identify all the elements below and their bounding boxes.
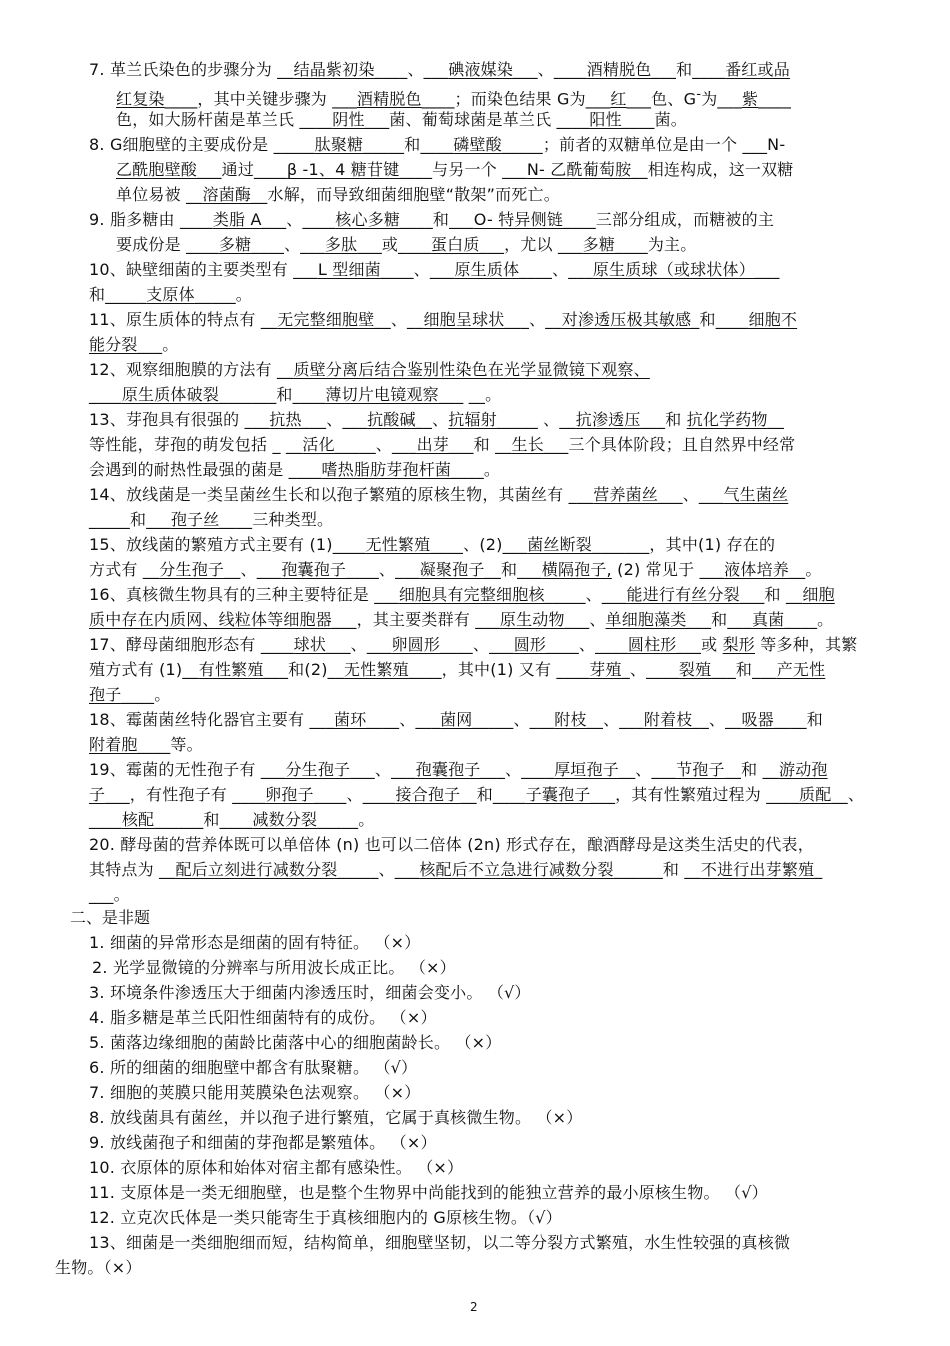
true-false-item: 1. 细菌的异常形态是细菌的固有特征。 （×） <box>89 933 421 952</box>
fill-line: 11、原生质体的特点有 __无完整细胞壁__、__细胞呈球状___、__对渗透压极其敏感_和____细胞不 <box>89 310 798 329</box>
true-false-item: 10. 衣原体的原体和始体对宿主都有感染性。 （×） <box>89 1158 464 1177</box>
true-false-item: 6. 所的细菌的细胞壁中都含有肽聚糖。 （√） <box>89 1058 418 1077</box>
fill-line: 单位易被 __溶菌酶__水解，而导致细菌细胞壁“散架”而死亡。 <box>116 185 560 204</box>
fill-line: 孢子____。 <box>89 685 171 704</box>
fill-line: 20. 酵母菌的营养体既可以单倍体 (n) 也可以二倍体 (2n) 形式存在，酿酒酵母是这类生活史的代表， <box>89 835 814 854</box>
true-false-item: 12. 立克次氏体是一类只能寄生于真核细胞内的 G原核生物。（√） <box>89 1208 562 1227</box>
fill-line: 10、缺壁细菌的主要类型有 ___L 型细菌____、___原生质体____、___原生质球（或球状体）___ <box>89 260 780 279</box>
fill-line: 要成份是 ____多糖____、___多肽___或____蛋白质___，尤以 ___多糖____为主。 <box>116 235 697 254</box>
page-number: 2 <box>470 1300 478 1314</box>
true-false-item: 2. 光学显微镜的分辨率与所用波长成正比。 （×） <box>92 958 456 977</box>
fill-line: 其特点为 __配后立刻进行减数分裂_____、___核配后不立急进行减数分裂______和 __不进行出芽繁殖_ <box>89 860 823 879</box>
fill-line: ____核配______和____减数分裂_____。 <box>89 810 375 829</box>
section-title: 二、是非题 <box>70 908 151 927</box>
fill-line: 18、霉菌菌丝特化器官主要有 ___菌环____、___菌网_____、___附枝__、___附着枝__、__吸器____和 <box>89 710 823 729</box>
fill-line: 能分裂___。 <box>89 335 179 354</box>
fill-line: 会遇到的耐热性最强的菌是 ____嗜热脂肪芽孢杆菌____。 <box>89 460 501 479</box>
fill-line: 12、观察细胞膜的方法有 __质壁分离后结合鉴别性染色在光学显微镜下观察、 <box>89 360 650 379</box>
fill-line: 殖方式有 (1)__有性繁殖___和(2)__无性繁殖____，其中(1) 又有 ____芽殖_、____裂殖___和___产无性 <box>89 660 826 679</box>
true-false-item: 7. 细胞的荚膜只能用荚膜染色法观察。 （×） <box>89 1083 421 1102</box>
fill-line: 红复染____，其中关键步骤为 ___酒精脱色____；而染色结果 G为___红___色、G-为___紫____ <box>116 87 792 109</box>
fill-line: 乙酰胞壁酸___通过____β -1、4 糖苷键____与另一个 ___N- 乙酰葡萄胺__相连构成，这一双糖 <box>116 160 794 179</box>
fill-line: 子___，有性孢子有 ____卵孢子____、____接合孢子__和____子囊孢子___，其有性繁殖过程为 ____质配__、 <box>89 785 865 804</box>
fill-line: 和_____支原体_____。 <box>89 285 253 304</box>
fill-line: 15、放线菌的繁殖方式主要有 (1)____无性繁殖____、(2)___菌丝断裂_______，其中(1) 存在的 <box>89 535 776 554</box>
fill-line: 7. 革兰氏染色的步骤分为 __结晶紫初染____、___碘液媒染___、____酒精脱色___和____番红或品 <box>89 60 790 79</box>
true-false-item: 9. 放线菌孢子和细菌的芽孢都是繁殖体。 （×） <box>89 1133 437 1152</box>
fill-line: 13、芽孢具有很强的 ___抗热___、___抗酸碱__、抗辐射_____ 、__抗渗透压___和 抗化学药物__ <box>89 410 785 429</box>
true-false-item: 3. 环境条件渗透压大于细菌内渗透压时，细菌会变小。 （√） <box>89 983 531 1002</box>
true-false-item: 11. 支原体是一类无细胞壁，也是整个生物界中尚能找到的能独立营养的最小原核生物。 （√） <box>89 1183 768 1202</box>
fill-line: ____原生质体破裂_______和____薄切片电镜观察___ __。 <box>89 385 502 404</box>
fill-line: 16、真核微生物具有的三种主要特征是 ___细胞具有完整细胞核_____、___能进行有丝分裂___和 __细胞 <box>89 585 835 604</box>
fill-line: 9. 脂多糖由 ____类脂 A___、____核心多糖____和___O- 特异侧链____三部分组成，而糖被的主 <box>89 210 775 229</box>
true-false-item: 5. 菌落边缘细胞的菌龄比菌落中心的细胞菌龄长。 （×） <box>89 1033 502 1052</box>
fill-line: ___。 <box>89 885 130 904</box>
fill-line: 14、放线菌是一类呈菌丝生长和以孢子繁殖的原核生物，其菌丝有 ___营养菌丝___、___气生菌丝 <box>89 485 789 504</box>
fill-line: _____和___孢子丝____三种类型。 <box>89 510 334 529</box>
fill-line: 17、酵母菌细胞形态有 ____球状___、___卵圆形____、___圆形____、____圆柱形___或 梨形 等多种，其繁 <box>89 635 858 654</box>
true-false-item: 13、细菌是一类细胞细而短，结构简单，细胞壁坚韧，以二等分裂方式繁殖，水生性较强的真核微 <box>89 1233 791 1252</box>
fill-line: 等性能，芽孢的萌发包括 _ __活化_____、___出芽___和 __生长___三个具体阶段；且自然界中经常 <box>89 435 796 454</box>
fill-line: 19、霉菌的无性孢子有 ___分生孢子___、___孢囊孢子___、____厚垣孢子__、___节孢子__和 __游动孢 <box>89 760 828 779</box>
true-false-item: 4. 脂多糖是革兰氏阳性细菌特有的成份。 （×） <box>89 1008 437 1027</box>
true-false-item: 生物。（×） <box>55 1258 142 1277</box>
fill-line: 方式有 __分生孢子__、___孢囊孢子____、___凝聚孢子__和___横隔孢子, (2) 常见于 ___液体培养__。 <box>89 560 822 579</box>
fill-line: 色，如大肠杆菌是革兰氏 ____阴性___菌、葡萄球菌是革兰氏 ____阳性____菌。 <box>116 110 687 129</box>
fill-line: 附着胞____等。 <box>89 735 203 754</box>
fill-line: 8. G细胞壁的主要成份是 _____肽聚糖_____和____磷壁酸_____；前者的双糖单位是由一个 ___N- <box>89 135 786 154</box>
true-false-item: 8. 放线菌具有菌丝，并以孢子进行繁殖，它属于真核微生物。 （×） <box>89 1108 583 1127</box>
fill-line: 质中存在内质网、线粒体等细胞器___，其主要类群有 ___原生动物___、单细胞藻类___和___真菌____。 <box>89 610 834 629</box>
